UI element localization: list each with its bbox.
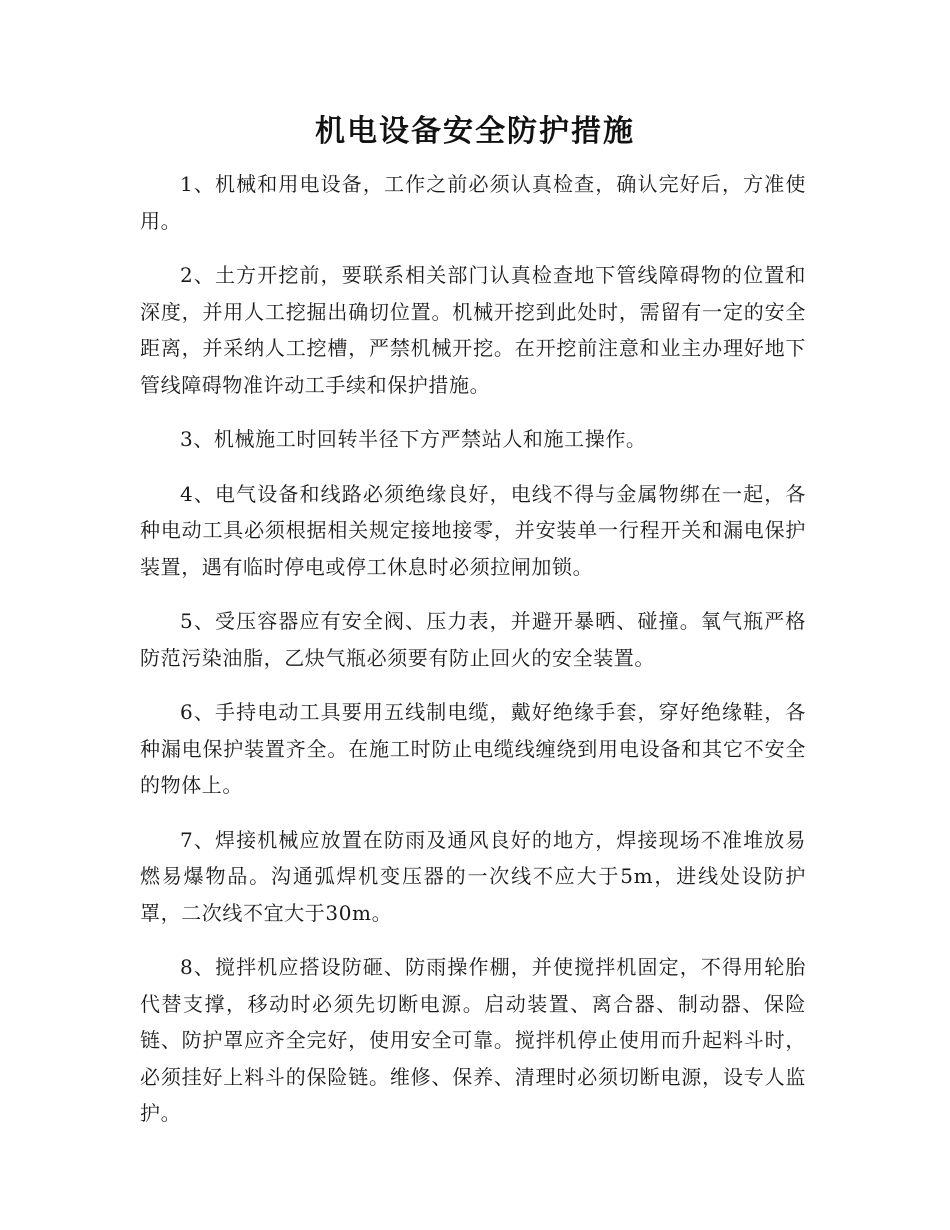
paragraph-1: 1、机械和用电设备，工作之前必须认真检查，确认完好后，方准使用。 bbox=[140, 172, 806, 233]
paragraph-8: 8、搅拌机应搭设防砸、防雨操作棚，并使搅拌机固定，不得用轮胎代替支撑，移动时必须先切断电源。启动装置、离合器、制动器、保险链、防护罩应齐全完好，使用安全可靠。搅拌机停止使用而升起料斗时，必须挂好上料斗的保险链。维修、保养、清理时必须切断电源，设专人监护。 bbox=[140, 955, 806, 1125]
paragraph-3: 3、机械施工时回转半径下方严禁站人和施工操作。 bbox=[180, 427, 647, 451]
document-title: 机电设备安全防护措施 bbox=[315, 114, 635, 149]
paragraph-6: 6、手持电动工具要用五线制电缆，戴好绝缘手套，穿好绝缘鞋，各种漏电保护装置齐全。在施工时防止电缆线缠绕到用电设备和其它不安全的物体上。 bbox=[140, 700, 806, 797]
paragraph-7: 7、焊接机械应放置在防雨及通风良好的地方，焊接现场不准堆放易燃易爆物品。沟通弧焊机变压器的一次线不应大于5m，进线处设防护罩，二次线不宜大于30m。 bbox=[140, 827, 806, 925]
paragraph-2: 2、土方开挖前，要联系相关部门认真检查地下管线障碍物的位置和深度，并用人工挖掘出确切位置。机械开挖到此处时，需留有一定的安全距离，并采纳人工挖槽，严禁机械开挖。在开挖前注意和业主办理好地下管线障碍物准许动工手续和保护措施。 bbox=[140, 263, 806, 397]
document-body bbox=[140, 166, 806, 1150]
paragraph-4: 4、电气设备和线路必须绝缘良好，电线不得与金属物绑在一起，各种电动工具必须根据相关规定接地接零，并安装单一行程开关和漏电保护装置，遇有临时停电或停工休息时必须拉闸加锁。 bbox=[140, 481, 806, 579]
paragraph-5: 5、受压容器应有安全阀、压力表，并避开暴晒、碰撞。氧气瓶严格防范污染油脂，乙炔气瓶必须要有防止回火的安全装置。 bbox=[140, 609, 806, 670]
